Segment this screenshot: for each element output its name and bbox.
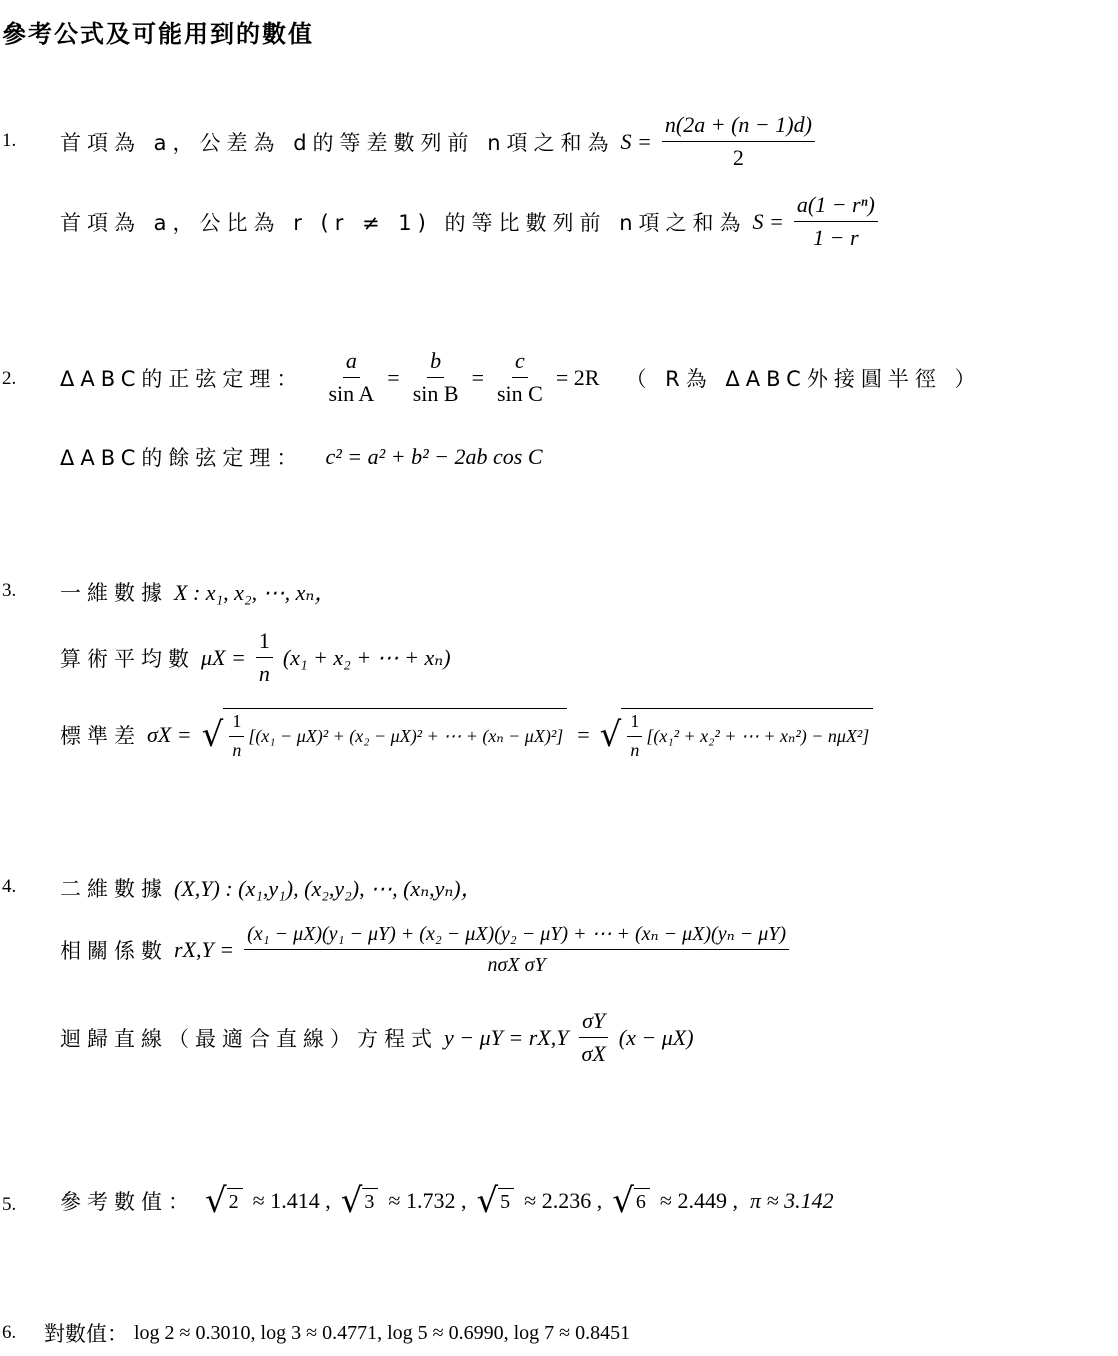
std-root-1-fraction [229,711,244,761]
mean-lhs: μX = [201,644,246,670]
pi-value: π ≈ 3.142 [750,1188,834,1213]
std-root-1-expression: [(x₁ − μX)² + (x₂ − μX)² + ⋯ + (xₙ − μX)²] [248,725,564,746]
sqrt-6-radicand: 6 [634,1188,650,1214]
sine-denominator-b: sin B [412,381,459,407]
item-4-text-3: 迴歸直線（最適合直線）方程式 [60,1026,438,1051]
reference-values-label: 參考數值： [60,1190,195,1214]
std-lhs: σX = [147,721,192,747]
std-root-2-numerator: 1 [627,711,642,737]
item-number-2: 2. [2,368,17,389]
sqrt-5-value: ≈ 2.236 , [524,1188,603,1213]
page-title: 參考公式及可能用到的數值 [2,20,314,48]
regression-lhs: y − μY = rX,Y [444,1024,569,1050]
item-4-line-3 [60,1008,700,1068]
geometric-sum-denominator: 1 − r [813,225,859,251]
item-1-lhs-1: S = [620,128,652,154]
mean-numerator: 1 [256,628,273,658]
sqrt-2 [205,1181,243,1221]
item-1-lhs-2: S = [752,208,784,234]
item-4-text-2: 相關係數 [60,938,168,963]
correlation-fraction [244,922,789,977]
item-1-text-1: 首項為 a，公差為 d的等差數列前 n項之和為 [60,130,615,155]
item-3-line-2 [60,628,457,688]
equals-sign-2: = [471,364,484,390]
item-4-line-1 [60,872,489,903]
log-values-label: 對數值： [44,1322,128,1346]
item-2-line-1 [60,348,982,408]
sqrt-2-radicand: 2 [227,1188,243,1214]
sine-fraction-b [410,348,462,408]
item-3-text-2: 算術平均數 [60,646,195,671]
item-number-3: 3. [2,580,17,601]
arithmetic-sum-fraction [662,112,815,172]
item-3-text-3: 標準差 [60,723,141,748]
std-root-2 [600,708,874,761]
item-number-4: 4. [2,876,17,897]
sine-tail: = 2R [555,364,600,390]
std-equals: = [577,721,590,747]
sine-denominator-c: sin C [497,381,543,407]
log-values-formula: log 2 ≈ 0.3010, log 3 ≈ 0.4771, log 5 ≈ 0.6990, log 7 ≈ 0.8451 [134,1321,631,1344]
correlation-numerator: (x₁ − μX)(y₁ − μY) + (x₂ − μX)(y₂ − μY) + ⋯ + (xₙ − μX)(yₙ − μY) [244,922,789,950]
item-4-line-2 [60,922,793,977]
equals-sign-1: = [387,364,400,390]
std-root-2-fraction [627,711,642,761]
std-root-2-body [621,708,873,761]
mean-fraction [256,628,273,688]
sqrt-3-value: ≈ 1.732 , [388,1188,467,1213]
regression-rhs: (x − μX) [618,1024,694,1050]
correlation-denominator: nσX σY [487,954,546,976]
arithmetic-sum-numerator: n(2a + (n − 1)d) [662,112,815,142]
arithmetic-sum-denominator: 2 [732,145,744,171]
std-root-1-body [223,708,567,761]
circumradius-note: （ R為 ΔABC外接圓半徑 ） [625,366,982,391]
sine-numerator-c: c [512,348,528,378]
radical-sign-icon: √ [205,1181,227,1221]
item-number-5: 5. [2,1194,17,1215]
sqrt-3 [340,1181,379,1221]
univariate-data-formula: X : x₁, x₂, ⋯, xₙ， [174,580,337,605]
radical-sign-icon: √ [476,1181,499,1221]
item-number-6: 6. [2,1322,17,1343]
sqrt-5 [476,1181,515,1221]
std-root-2-denominator: n [630,739,640,760]
correlation-lhs: rX,Y = [174,936,235,962]
sine-fraction-a [325,348,377,408]
item-1-text-2: 首項為 a，公比為 r (r ≠ 1) 的等比數列前 n項之和為 [60,210,747,235]
item-6-line [44,1318,636,1348]
item-3-text-1: 一維數據 [60,580,168,605]
item-4-text-1: 二維數據 [60,876,168,901]
sqrt-6-value: ≈ 2.449 , [659,1188,738,1213]
radical-sign-icon: √ [201,714,224,755]
item-1-line-2 [60,192,882,252]
std-root-1 [202,708,568,761]
std-root-1-denominator: n [232,739,242,760]
item-number-1: 1. [2,130,17,151]
sqrt-6 [612,1181,650,1221]
regression-denominator: σX [581,1041,606,1067]
geometric-sum-fraction [794,192,878,252]
sine-fraction-c [494,348,546,408]
sine-denominator-a: sin A [328,381,375,407]
sqrt-3-radicand: 3 [362,1188,378,1214]
sqrt-5-radicand: 5 [498,1188,514,1214]
sine-numerator-b: b [427,348,444,378]
mean-denominator: n [258,661,270,687]
sqrt-2-value: ≈ 1.414 , [252,1188,331,1213]
item-5-line [60,1181,840,1221]
item-3-line-3 [60,708,877,761]
geometric-sum-numerator: a(1 − rⁿ) [794,192,878,222]
bivariate-data-formula: (X,Y) : (x₁,y₁), (x₂,y₂), ⋯, (xₙ,yₙ)， [174,876,483,901]
mean-rhs: (x₁ + x₂ + ⋯ + xₙ) [282,644,451,670]
item-2-text-2: ΔABC的餘弦定理： [60,446,304,470]
std-root-1-numerator: 1 [229,711,244,737]
radical-sign-icon: √ [612,1181,634,1221]
radical-sign-icon: √ [340,1181,363,1221]
regression-numerator: σY [579,1008,608,1038]
item-2-line-2 [60,442,549,472]
cosine-law-formula: c² = a² + b² − 2ab cos C [325,444,543,469]
regression-fraction [578,1008,608,1068]
radical-sign-icon: √ [599,714,622,755]
item-3-line-1 [60,576,342,607]
item-1-line-1 [60,112,819,172]
item-2-text-1: ΔABC的正弦定理： [60,366,304,391]
sine-numerator-a: a [343,348,360,378]
std-root-2-expression: [(x₁² + x₂² + ⋯ + xₙ²) − nμX²] [646,725,870,746]
